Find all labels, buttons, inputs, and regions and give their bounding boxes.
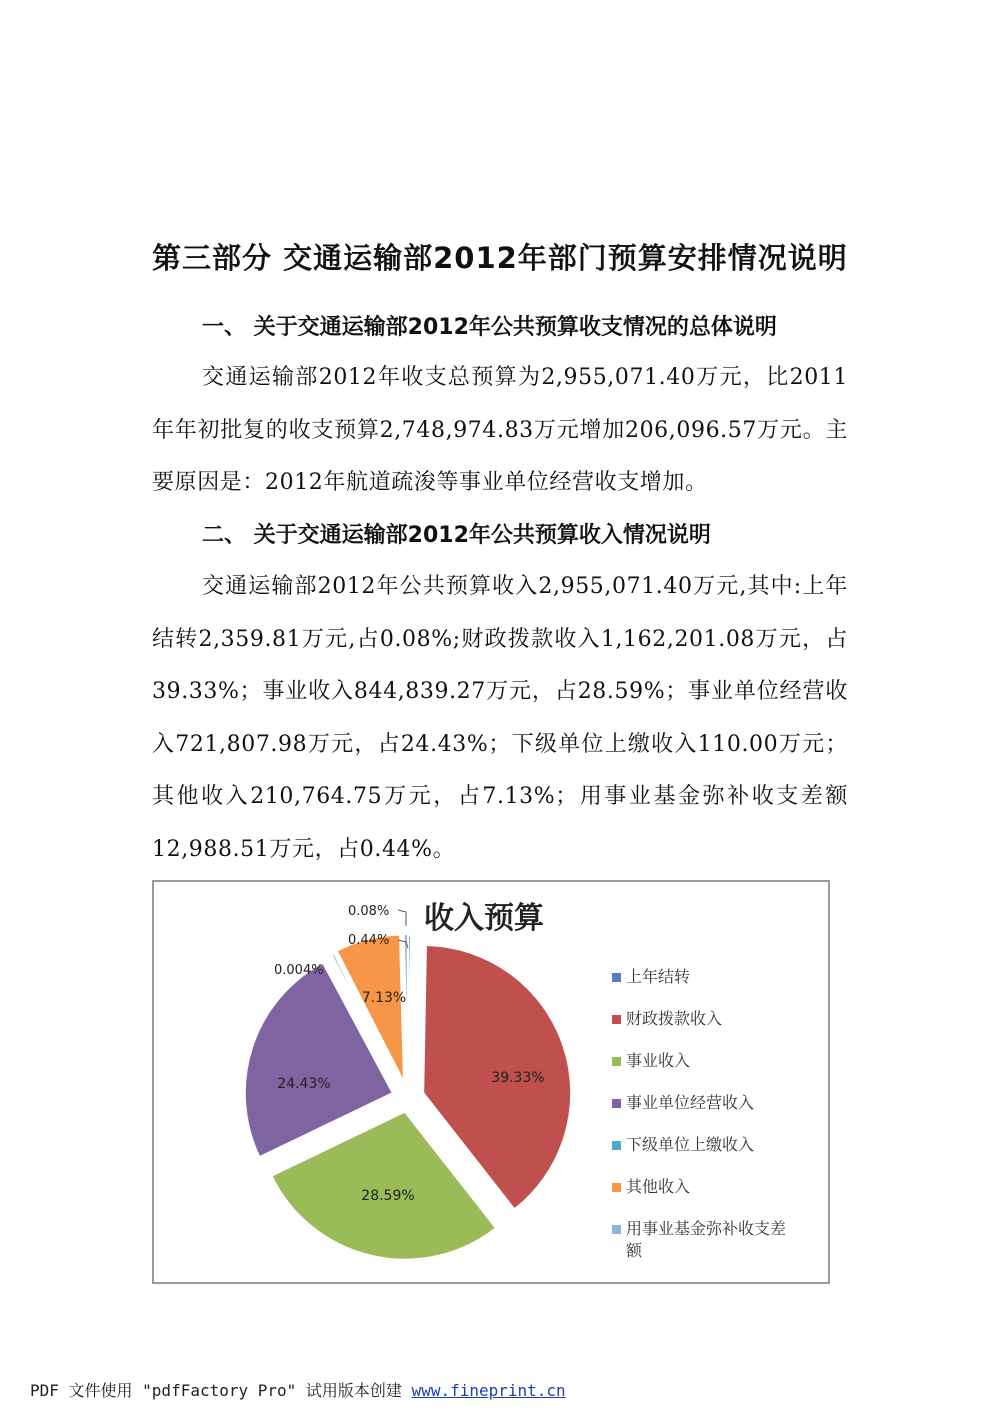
- legend-label: 下级单位上缴收入: [626, 1135, 755, 1154]
- data-label-outside: 0.44%: [348, 933, 390, 948]
- data-label: 28.59%: [361, 1188, 415, 1204]
- legend-swatch: [612, 1225, 621, 1234]
- legend-swatch: [612, 1015, 621, 1024]
- footer-link[interactable]: www.fineprint.cn: [411, 1381, 566, 1400]
- pie-chart-svg: [154, 882, 828, 1282]
- data-label: 24.43%: [277, 1076, 331, 1092]
- legend-swatch: [612, 1099, 621, 1108]
- section-2-paragraph: 交通运输部2012年公共预算收入2,955,071.40万元,其中:上年结转2,359.81万元,占0.08%;财政拨款收入1,162,201.08万元，占39.33%；事业收入844,839.27万元，占28.59%；事业单位经营收入721,807.98万元，占24.43%；下级单位上缴收入110.00万元；其他收入210,764.75万元，占7.13%；用事业基金弥补收支差额12,988.51万元，占0.44%。: [152, 574, 848, 862]
- section-2-heading: 二、 关于交通运输部2012年公共预算收入情况说明: [202, 523, 711, 548]
- legend-swatch: [612, 1183, 621, 1192]
- legend-label: 其他收入: [626, 1177, 691, 1196]
- data-label: 39.33%: [491, 1070, 545, 1086]
- leader-line: [398, 910, 406, 926]
- legend-label: 事业收入: [626, 1051, 691, 1070]
- income-budget-pie-chart: [152, 880, 830, 1284]
- data-label-outside: 0.08%: [348, 904, 390, 919]
- legend-swatch: [612, 1141, 621, 1150]
- legend-label: 用事业基金弥补收支差: [626, 1219, 787, 1238]
- section-1-heading: 一、 关于交通运输部2012年公共预算收支情况的总体说明: [202, 315, 777, 340]
- data-label-outside: 0.004%: [274, 963, 324, 978]
- legend-label: 上年结转: [626, 967, 691, 986]
- legend-swatch: [612, 973, 621, 982]
- chart-title: 收入预算: [424, 901, 544, 936]
- page-title: 第三部分 交通运输部2012年部门预算安排情况说明: [152, 241, 848, 275]
- legend-label: 额: [626, 1241, 643, 1260]
- section-1-paragraph: 交通运输部2012年收支总预算为2,955,071.40万元，比2011年年初批复的收支预算2,748,974.83万元增加206,096.57万元。主要原因是：2012年航道疏浚等事业单位经营收支增加。: [152, 365, 848, 495]
- legend-label: 事业单位经营收入: [626, 1093, 755, 1112]
- legend-label: 财政拨款收入: [626, 1009, 723, 1028]
- legend-swatch: [612, 1057, 621, 1066]
- pdf-footer: [30, 1378, 566, 1401]
- data-label: 7.13%: [361, 990, 407, 1006]
- footer-text: PDF 文件使用 "pdfFactory Pro" 试用版本创建: [30, 1381, 412, 1400]
